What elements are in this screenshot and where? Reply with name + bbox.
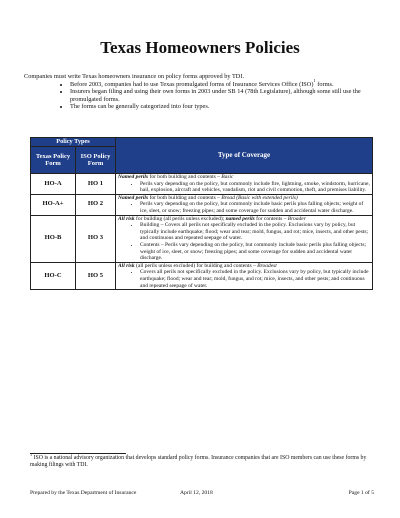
intro-section (24, 73, 376, 111)
footer-prepared-by: Prepared by the Texas Department of Insurance (30, 490, 137, 496)
table-row (31, 262, 373, 289)
coverage-lead: All risk for building (all perils unless excluded); named perils for contents – Broader (118, 215, 306, 222)
iso-form-cell: HO 1 (76, 174, 116, 195)
header-iso-policy-form: ISO Policy Form (76, 147, 116, 174)
texas-form-cell: HO-B (31, 215, 76, 262)
footnote-ref: 1 (313, 77, 316, 83)
page-title: Texas Homeowners Policies (100, 38, 300, 57)
texas-form-cell: HO-A (31, 174, 76, 195)
table-row (31, 174, 373, 195)
coverage-lead: All risk (all perils unless excluded) for building and contents – Broadest (118, 262, 277, 269)
coverage-bullet: • Building – Covers all perils not specifically excluded in the policy. Exclusions vary by policy, but typically include earthquake; flood; wear and tear; mold, fungus, and rot; mice, insects, and other pests; and continuous and repeated seepage of water. (140, 222, 370, 242)
coverage-cell (116, 194, 373, 215)
header-texas-policy-form: Texas Policy Form (31, 147, 76, 174)
intro-bullet: • The forms can be generally categorized into four types. (70, 103, 376, 111)
intro-bullet-list (24, 77, 376, 111)
coverage-lead: Named perils for both building and contents – Basic (118, 174, 234, 180)
coverage-bullet: • Perils vary depending on the policy, but commonly include fire, lightning, smoke, windstorm, hurricane, hail, explosion, aircraft and vehicles, vandalism, riot and civil commotion, theft, and premises liability. (140, 181, 370, 194)
header-policy-types: Policy Types (31, 138, 116, 147)
footnote (30, 452, 376, 469)
coverage-cell (116, 174, 373, 195)
footnote-marker: 1 (30, 452, 33, 457)
iso-form-cell: HO 3 (76, 215, 116, 262)
footnote-text: ISO is a national advisory organization that develops standard policy forms. Insurance companies that are ISO members can use these forms by making filings with TDI. (30, 455, 367, 468)
texas-form-cell: HO-A+ (31, 194, 76, 215)
footnote-divider (30, 453, 126, 454)
iso-form-cell: HO 2 (76, 194, 116, 215)
intro-bullet: • Before 2003, companies had to use Texas promulgated forms of Insurance Services Office (ISO)$^1$ forms. (70, 81, 376, 89)
header-type-of-coverage: Type of Coverage (116, 138, 373, 174)
coverage-bullet: • Perils vary depending on the policy, but commonly include basic perils plus falling objects; weight of ice, sleet, or snow; freezing pipes; and some coverage for sudden and accidental water discharge. (140, 201, 370, 214)
texas-form-cell: HO-C (31, 262, 76, 289)
table-row (31, 194, 373, 215)
iso-form-cell: HO 5 (76, 262, 116, 289)
coverage-cell (116, 262, 373, 289)
intro-bullet: • Insurers began filing and using their own forms in 2003 under SB 14 (78th Legislature), although some still use the promulgated forms. (70, 88, 376, 103)
coverage-cell (116, 215, 373, 262)
footer-page-number: Page 1 of 5 (348, 490, 374, 496)
policy-types-table (30, 137, 373, 290)
table-row (31, 215, 373, 262)
footer-date: April 12, 2018 (180, 490, 213, 496)
coverage-bullet: • Contents – Perils vary depending on the policy, but commonly include basic perils plus falling objects; weight of ice, sleet, or snow; freezing pipes; and some coverage for sudden and accidental water discharge. (140, 242, 370, 262)
intro-text: Companies must write Texas homeowners insurance on policy forms approved by TDI. (24, 73, 245, 80)
coverage-lead: Named perils for both building and contents – Broad (Basic with extended perils) (118, 194, 298, 201)
coverage-bullet: • Covers all perils not specifically excluded in the policy. Exclusions vary by policy, but typically include earthquake; flood; wear and tear; mold, fungus, and rot; mice, insects, and other pests; and continuous and repeated seepage of water. (140, 269, 370, 289)
page-footer (30, 490, 374, 498)
